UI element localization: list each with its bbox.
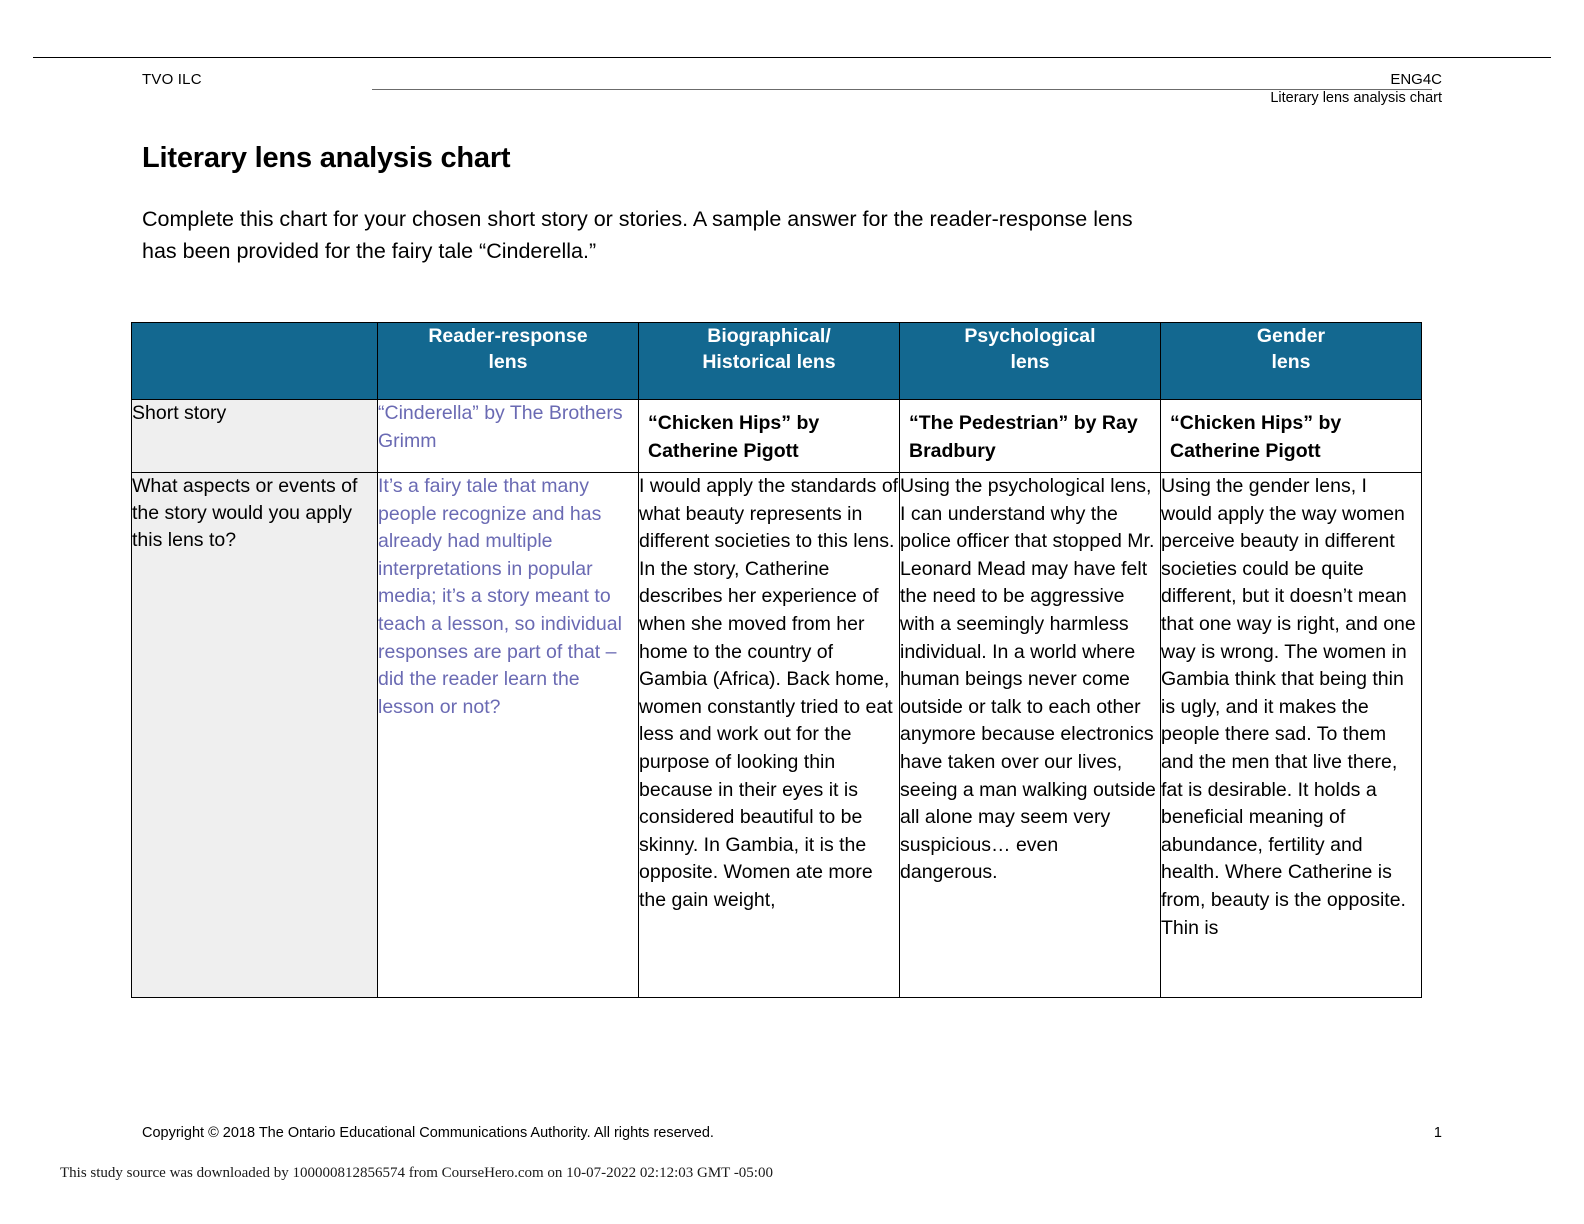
header-line-1: Reader-response	[428, 325, 588, 347]
cell-short-story-biographical[interactable]: “Chicken Hips” by Catherine Pigott	[639, 400, 900, 473]
row-label-aspects-question: What aspects or events of the story would you apply this lens to?	[132, 473, 378, 998]
intro-paragraph: Complete this chart for your chosen short story or stories. A sample answer for the reader-response lens has been provided for the fairy tale “Cinderella.”	[142, 207, 1133, 263]
cell-aspects-reader-response[interactable]: It’s a fairy tale that many people recognize and has already had multiple interpretations in popular media; it’s a story meant to teach a lesson, so individual responses are part of that – did the reader learn the lesson or not?	[378, 473, 639, 998]
header-line-1: Biographical/	[707, 325, 831, 347]
cell-short-story-psychological[interactable]: “The Pedestrian” by Ray Bradbury	[900, 400, 1161, 473]
header-line-1: Psychological	[964, 325, 1096, 347]
cell-aspects-gender[interactable]: Using the gender lens, I would apply the way women perceive beauty in different societies could be quite different, but it doesn’t mean that one way is right, and one way is wrong. The women in Gambia think that being thin is ugly, and it makes the people there sad. To them and the men that live there, fat is desirable. It holds a beneficial meaning of abundance, fertility and health. Where Catherine is from, beauty is the opposite. Thin is	[1161, 473, 1422, 998]
table-header-row	[132, 323, 1422, 400]
table-header-gender	[1161, 323, 1422, 400]
table-header-blank	[132, 323, 378, 400]
cell-aspects-biographical[interactable]: I would apply the standards of what beauty represents in different societies to this lens. In the story, Catherine describes her experience of when she moved from her home to the country of Gambia (Africa). Back home, women constantly tried to eat less and work out for the purpose of looking thin because in their eyes it is considered beautiful to be skinny. In Gambia, it is the opposite. Women ate more the gain weight,	[639, 473, 900, 998]
table-row	[132, 473, 1422, 998]
cell-short-story-reader-response[interactable]: “Cinderella” by The Brothers Grimm	[378, 400, 639, 473]
footer-page-number: 1	[1433, 1125, 1442, 1141]
page-title: Literary lens analysis chart	[142, 142, 511, 174]
coursehero-watermark: This study source was downloaded by 100000812856574 from CourseHero.com on 10-07-2022 02:12:03 GMT -05:00	[60, 1165, 773, 1181]
header-organization-label: TVO ILC	[142, 71, 202, 88]
row-label-short-story: Short story	[132, 400, 378, 473]
table-header-reader-response	[378, 323, 639, 400]
literary-lens-table	[131, 322, 1422, 998]
table-header-psychological	[900, 323, 1161, 400]
header-line-1: Gender	[1256, 325, 1326, 347]
header-course-code: ENG4C	[1390, 71, 1442, 88]
page-top-rule	[33, 57, 1551, 58]
table-row	[132, 400, 1422, 473]
header-line-2: lens	[1010, 351, 1050, 373]
header-line-2: lens	[488, 351, 528, 373]
cell-short-story-gender[interactable]: “Chicken Hips” by Catherine Pigott	[1161, 400, 1422, 473]
header-line-2: lens	[1271, 351, 1311, 373]
running-header	[142, 68, 1442, 114]
header-line-2: Historical lens	[702, 351, 836, 373]
header-document-subtitle: Literary lens analysis chart	[1270, 90, 1442, 106]
footer-copyright: Copyright © 2018 The Ontario Educational Communications Authority. All rights reserved.	[142, 1125, 714, 1141]
cell-aspects-psychological[interactable]: Using the psychological lens, I can understand why the police officer that stopped Mr. Leonard Mead may have felt the need to be aggressive with a seemingly harmless individual. In a world where human beings never come outside or talk to each other anymore because electronics have taken over our lives, seeing a man walking outside all alone may seem very suspicious… even dangerous.	[900, 473, 1161, 998]
table-header-biographical-historical	[639, 323, 900, 400]
